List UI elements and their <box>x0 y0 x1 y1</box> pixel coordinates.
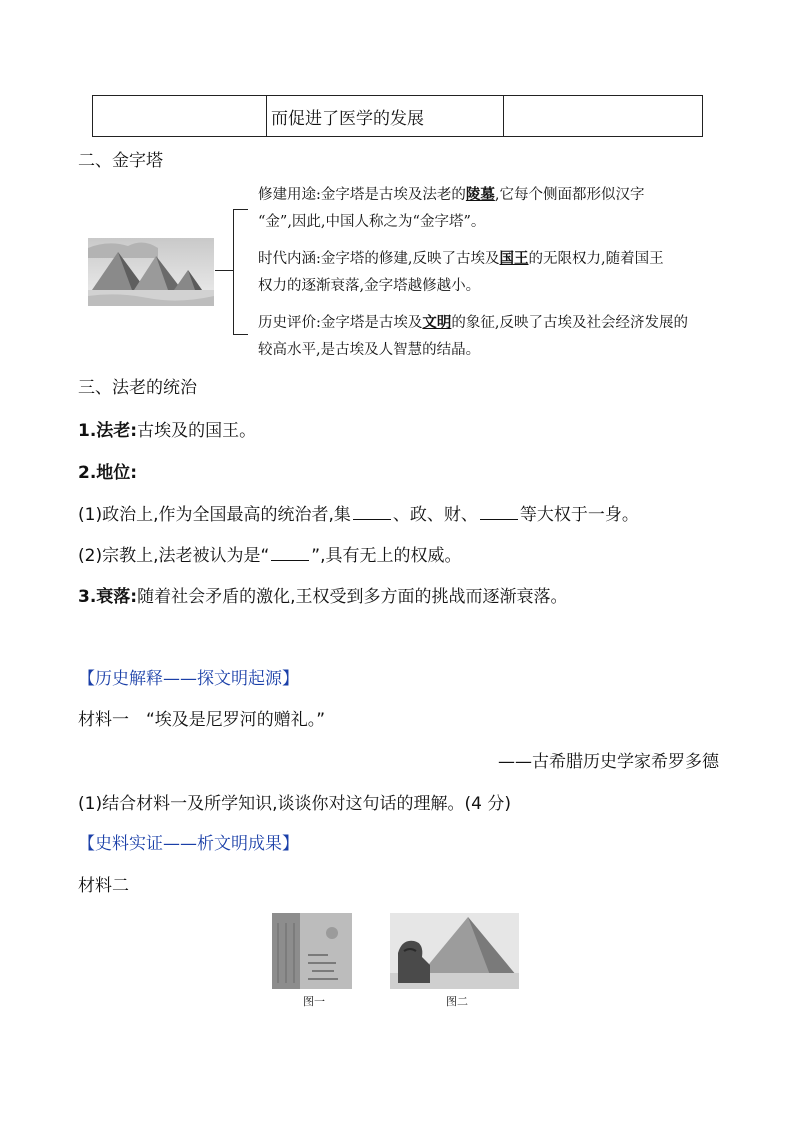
item-status-label: 2.地位: <box>78 463 138 483</box>
item-status-religious <box>78 543 462 568</box>
text: 历史评价:金字塔是古埃及 <box>258 315 423 331</box>
connector-line <box>215 270 233 271</box>
figure-two-caption: 图二 <box>446 995 468 1008</box>
text: 时代内涵:金字塔的修建,反映了古埃及 <box>258 251 500 267</box>
pyramid-purpose-line2: “金”,因此,中国人称之为“金字塔”。 <box>258 214 486 230</box>
text: 修建用途:金字塔是古埃及法老的 <box>258 187 466 203</box>
keyword: 文明 <box>422 314 452 331</box>
item-label: 1.法老: <box>78 421 138 441</box>
material-two: 材料二 <box>78 876 129 896</box>
item-text: 古埃及的国王。 <box>137 421 257 441</box>
figure-one-hieroglyph-photo <box>272 913 352 989</box>
blank <box>480 502 518 520</box>
table-fragment <box>92 95 703 137</box>
item-status-political <box>78 502 639 527</box>
text: 的象征,反映了古埃及社会经济发展的 <box>451 315 688 331</box>
text: 等大权于一身。 <box>519 505 639 525</box>
pyramid-evaluation-line1 <box>258 312 688 334</box>
pyramid-photo <box>88 238 214 306</box>
table-cell <box>504 96 703 137</box>
blank <box>271 543 309 561</box>
blank <box>353 502 391 520</box>
section-heading-pharaoh: 三、法老的统治 <box>78 378 197 398</box>
item-label: 3.衰落: <box>78 587 138 607</box>
keyword: 国王 <box>499 250 529 267</box>
table-row <box>93 96 703 137</box>
section-heading-pyramid: 二、金字塔 <box>78 151 163 171</box>
question-one: (1)结合材料一及所学知识,谈谈你对这句话的理解。(4 分) <box>78 794 511 814</box>
table-cell <box>93 96 267 137</box>
item-decline <box>78 585 568 609</box>
text: ”,具有无上的权威。 <box>311 546 462 566</box>
brace <box>233 209 248 335</box>
material-one: 材料一 “埃及是尼罗河的赠礼。” <box>78 710 326 730</box>
item-pharaoh <box>78 419 256 443</box>
pyramid-evaluation-line2: 较高水平,是古埃及人智慧的结晶。 <box>258 342 481 358</box>
pyramid-purpose-line1 <box>258 184 645 206</box>
pyramid-meaning-line1 <box>258 248 664 270</box>
text: (1)政治上,作为全国最高的统治者,集 <box>78 505 351 525</box>
text: ,它每个侧面都形似汉字 <box>494 187 645 203</box>
figure-one-caption: 图一 <box>303 995 325 1008</box>
exercise-tag-2: 【史料实证——析文明成果】 <box>78 834 299 854</box>
figure-two-sphinx-photo <box>390 913 519 989</box>
material-one-source: ——古希腊历史学家希罗多德 <box>498 752 719 772</box>
exercise-tag-1: 【历史解释——探文明起源】 <box>78 669 299 689</box>
text: (2)宗教上,法老被认为是“ <box>78 546 270 566</box>
text: 的无限权力,随着国王 <box>528 251 664 267</box>
pyramid-meaning-line2: 权力的逐渐衰落,金字塔越修越小。 <box>258 278 481 294</box>
text: 、政、财、 <box>392 505 478 525</box>
item-text: 随着社会矛盾的激化,王权受到多方面的挑战而逐渐衰落。 <box>137 587 568 607</box>
keyword: 陵墓 <box>465 186 495 203</box>
table-cell: 而促进了医学的发展 <box>267 96 504 137</box>
